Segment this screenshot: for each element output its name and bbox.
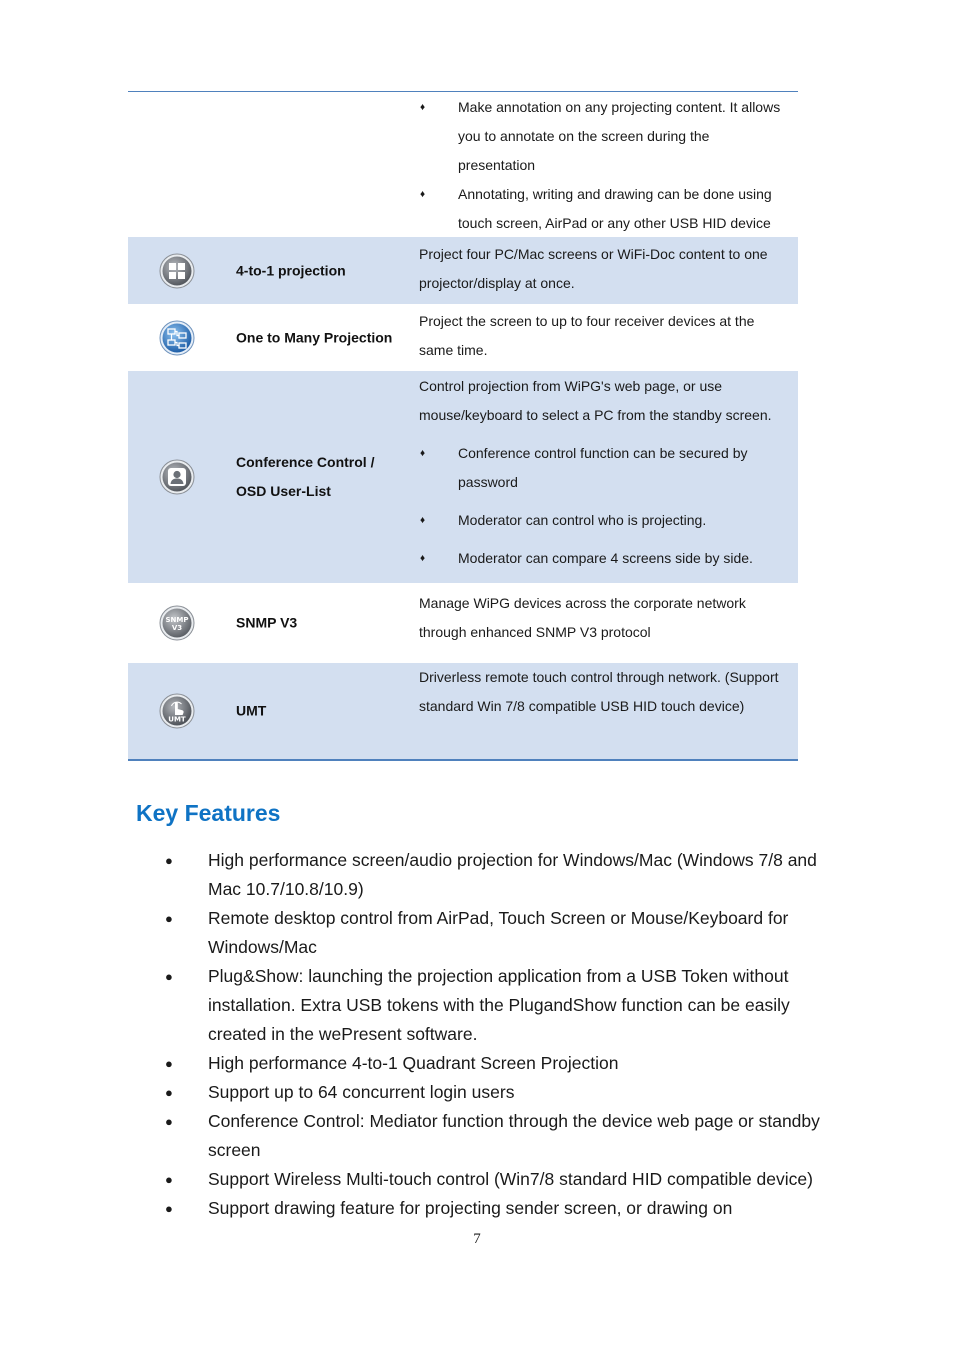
desc-cell — [410, 92, 798, 237]
key-features-list — [160, 846, 820, 1223]
desc-cell — [410, 583, 798, 663]
table-row-annotation — [128, 92, 798, 237]
feature-description: Driverless remote touch control through network. (Support standard Win 7/8 compatible USB HID touch device) — [419, 669, 779, 714]
name-cell — [228, 92, 410, 237]
feature-description: Project the screen to up to four receiver devices at the same time. — [419, 313, 755, 358]
bullet-item: ♦ Make annotation on any projecting content. It allows you to annotate on the screen during the presentation — [419, 93, 790, 180]
snmp-icon — [159, 605, 195, 641]
name-cell — [228, 583, 410, 663]
feature-description: Manage WiPG devices across the corporate network through enhanced SNMP V3 protocol — [419, 595, 746, 640]
feature-name: 4-to-1 projection — [236, 262, 346, 278]
icon-cell — [128, 371, 228, 583]
table-row-conference-control — [128, 371, 798, 583]
feature-description: Control projection from WiPG's web page, or use mouse/keyboard to select a PC from the standby screen. — [419, 378, 772, 423]
diamond-bullet-icon: ♦ — [420, 189, 426, 200]
list-item: ● Conference Control: Mediator function through the device web page or standby screen — [160, 1107, 820, 1165]
desc-cell — [410, 237, 798, 304]
quad-grid-icon — [159, 253, 195, 289]
bullet-dot-icon: ● — [165, 1114, 173, 1129]
bullet-item: ♦ Annotating, writing and drawing can be done using touch screen, AirPad or any other USB HID device — [419, 180, 790, 238]
icon-cell — [128, 237, 228, 304]
icon-cell — [128, 304, 228, 371]
bullet-dot-icon: ● — [165, 1172, 173, 1187]
icon-cell — [128, 583, 228, 663]
list-item: ● Remote desktop control from AirPad, Touch Screen or Mouse/Keyboard for Windows/Mac — [160, 904, 820, 962]
table-row-one-to-many — [128, 304, 798, 371]
feature-description: Project four PC/Mac screens or WiFi-Doc content to one projector/display at once. — [419, 246, 768, 291]
bullet-dot-icon: ● — [165, 911, 173, 926]
user-icon — [159, 459, 195, 495]
table-row-snmp — [128, 583, 798, 663]
feature-name: SNMP V3 — [236, 614, 298, 631]
list-item: ● Support drawing feature for projecting sender screen, or drawing on — [160, 1194, 820, 1223]
network-tree-icon — [159, 320, 195, 356]
feature-name: One to Many Projection — [236, 329, 393, 345]
bullet-dot-icon: ● — [165, 1056, 173, 1071]
diamond-bullet-icon: ♦ — [420, 515, 426, 526]
bullet-dot-icon: ● — [165, 1201, 173, 1216]
list-item: ● Plug&Show: launching the projection application from a USB Token without installation. Extra USB tokens with the PlugandShow function can be easily created in the wePresent software. — [160, 962, 820, 1049]
name-cell — [228, 237, 410, 304]
desc-cell — [410, 663, 798, 759]
diamond-bullet-icon: ♦ — [420, 448, 426, 459]
feature-table — [128, 91, 798, 761]
bullet-item: ♦ Moderator can control who is projecting. — [419, 506, 790, 535]
table-row-umt — [128, 663, 798, 759]
feature-name: Conference Control / OSD User-List — [236, 454, 375, 499]
table-row-4to1 — [128, 237, 798, 304]
list-item: ● High performance 4-to-1 Quadrant Screen Projection — [160, 1049, 820, 1078]
name-cell — [228, 663, 410, 759]
snmp-icon-label: SNMP — [165, 616, 189, 624]
bullet-item: ♦ Conference control function can be secured by password — [419, 439, 790, 497]
icon-cell — [128, 663, 228, 759]
bullet-dot-icon: ● — [165, 853, 173, 868]
name-cell — [228, 304, 410, 371]
icon-cell — [128, 92, 228, 237]
name-cell — [228, 371, 410, 583]
umt-hand-icon — [159, 693, 195, 729]
page-number: 7 — [473, 1231, 481, 1247]
diamond-bullet-icon: ♦ — [420, 553, 426, 564]
feature-name: UMT — [236, 702, 267, 719]
list-item: ● Support up to 64 concurrent login users — [160, 1078, 820, 1107]
snmp-icon-version: V3 — [171, 624, 183, 632]
umt-icon-label: UMT — [168, 715, 186, 724]
desc-cell — [410, 304, 798, 371]
bullet-dot-icon: ● — [165, 1085, 173, 1100]
key-features-heading: Key Features — [136, 800, 281, 826]
list-item: ● Support Wireless Multi-touch control (Win7/8 standard HID compatible device) — [160, 1165, 820, 1194]
bullet-dot-icon: ● — [165, 969, 173, 984]
diamond-bullet-icon: ♦ — [420, 102, 426, 113]
bullet-item: ♦ Moderator can compare 4 screens side by side. — [419, 544, 790, 573]
desc-cell — [410, 371, 798, 583]
list-item: ● High performance screen/audio projection for Windows/Mac (Windows 7/8 and Mac 10.7/10.8/10.9) — [160, 846, 820, 904]
